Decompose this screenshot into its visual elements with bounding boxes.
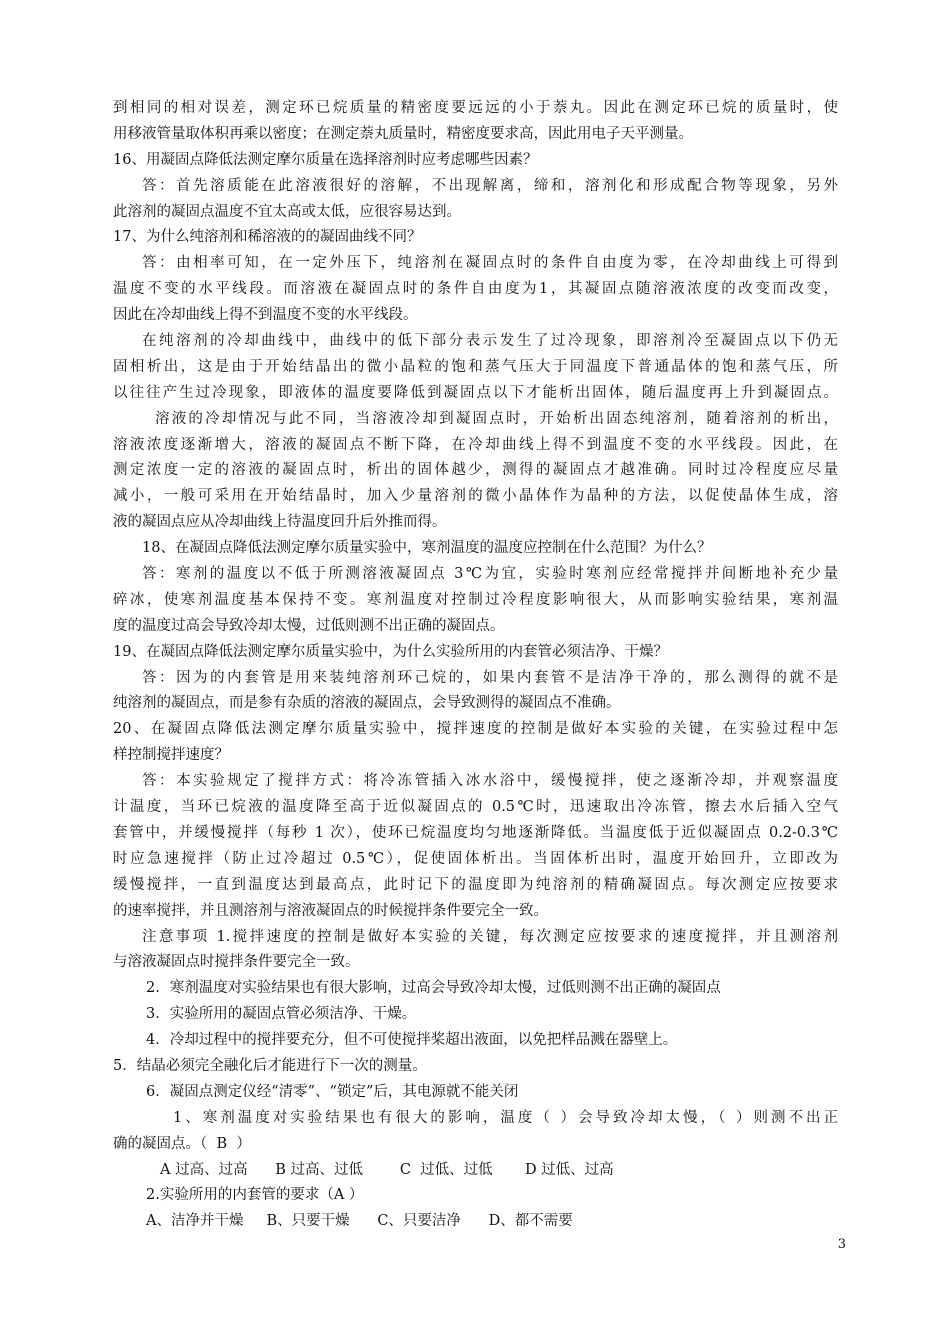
answer-line: 答：寒剂的温度以不低于所测溶液凝固点 3℃为宜，实验时寒剂应经常搅拌并间断地补充少量 [142, 566, 838, 583]
text-line: 减小，一般可采用在开始结晶时，加入少量溶剂的微小晶体作为晶种的方法，以促使晶体生成，溶 [113, 488, 838, 505]
page-number: 3 [837, 1237, 846, 1252]
text-line: 纯溶剂的凝固点，而是参有杂质的溶液的凝固点，会导致测得的凝固点不准确。 [113, 695, 621, 712]
quiz-question: 2.实验所用的内套管的要求（A ） [146, 1187, 364, 1204]
quiz-question: 1、寒剂温度对实验结果也有很大的影响，温度（ ）会导致冷却太慢，（ ）则测不出正 [173, 1109, 838, 1126]
question-heading: 18、在凝固点降低法测定摩尔质量实验中，寒剂温度的温度应控制在什么范围？为什么？ [142, 540, 712, 557]
text-line: 计温度，当环已烷液的温度降至高于近似凝固点的 0.5℃时，迅速取出冷冻管，擦去水后插入空气 [113, 799, 838, 816]
answer-line: 答：本实验规定了搅拌方式：将冷冻管插入冰水浴中，缓慢搅拌，使之逐渐冷却，并观察温度 [142, 773, 838, 790]
answer-line: 答：因为的内套管是用来装纯溶剂环己烷的，如果内套管不是洁净干净的，那么测得的就不是 [142, 669, 838, 686]
text-line: 用移液管量取体积再乘以密度；在测定萘丸质量时，精密度要求高，因此用电子天平测量。 [113, 125, 693, 142]
answer-line: 答：首先溶质能在此溶液很好的溶解，不出现解离，缔和，溶剂化和形成配合物等现象，另外 [142, 177, 838, 194]
text-line: 固相析出，这是由于开始结晶出的微小晶粒的饱和蒸气压大于同温度下普通晶体的饱和蒸气压，所 [113, 358, 838, 375]
text-line: 溶液浓度逐渐增大，溶液的凝固点不断下降，在冷却曲线上得不到温度不变的水平线段。因此，在 [113, 436, 838, 453]
text-line: 套管中，并缓慢搅拌（每秒 1 次），使环已烷温度均匀地逐渐降低。当温度低于近似凝固点 0.2-0.3℃ [113, 824, 838, 841]
question-heading: 16、用凝固点降低法测定摩尔质量在选择溶剂时应考虑哪些因素？ [113, 151, 538, 168]
answer-line: 答：由相率可知，在一定外压下，纯溶剂在凝固点时的条件自由度为零，在冷却曲线上可得到 [142, 255, 838, 272]
text-line: 与溶液凝固点时搅拌条件要完全一致。 [113, 954, 360, 971]
text-line: 温度不变的水平线段。而溶液在凝固点时的条件自由度为1，其凝固点随溶液浓度的改变而改变， [113, 281, 838, 298]
text-line: 缓慢搅拌，一直到温度达到最高点，此时记下的温度即为纯溶剂的精确凝固点。每次测定应按要求 [113, 876, 838, 893]
notes-item: 3．实验所用的凝固点管必须洁净、干燥。 [146, 1006, 417, 1023]
notes-item: 6．凝固点测定仪经“清零”、“锁定”后，其电源就不能关闭 [146, 1083, 519, 1100]
quiz-answer: 确的凝固点。（ B ） [113, 1135, 251, 1152]
notes-line: 注意事项 1.搅拌速度的控制是做好本实验的关键，每次测定应按要求的速度搅拌，并且测溶剂 [142, 928, 838, 945]
text-line: 此溶剂的凝固点温度不宜太高或太低，应很容易达到。 [113, 203, 461, 220]
document-body [113, 96, 838, 1235]
text-line: 因此在冷却曲线上得不到温度不变的水平线段。 [113, 307, 418, 324]
quiz-options: A 过高、过高 B 过高、过低 C 过低、过低 D 过低、过高 [160, 1161, 614, 1178]
text-line: 到相同的相对误差，测定环已烷质量的精密度要远远的小于萘丸。因此在测定环已烷的质量时，使 [113, 100, 838, 116]
text-line: 以往往产生过冷现象，即液体的温度要降低到凝固点以下才能析出固体，随后温度再上升到凝固点。 [113, 384, 838, 401]
text-line: 溶液的冷却情况与此不同，当溶液冷却到凝固点时，开始析出固态纯溶剂，随着溶剂的析出， [155, 410, 838, 427]
question-heading: 19、在凝固点降低法测定摩尔质量实验中，为什么实验所用的内套管必须洁净、干燥？ [113, 643, 668, 660]
quiz-options: A、洁净并干燥 B、只要干燥 C、只要洁净 D、都不需要 [146, 1213, 573, 1230]
text-line: 在纯溶剂的冷却曲线中，曲线中的低下部分表示发生了过冷现象，即溶剂冷至凝固点以下仍无 [142, 333, 838, 350]
text-line: 度的温度过高会导致冷却太慢，过低则测不出正确的凝固点。 [113, 617, 505, 634]
text-line: 测定浓度一定的溶液的凝固点时，析出的固体越少，测得的凝固点才越准确。同时过冷程度应尽量 [113, 462, 838, 479]
text-line: 液的凝固点应从冷却曲线上待温度回升后外推而得。 [113, 514, 447, 531]
notes-item: 5．结晶必须完全融化后才能进行下一次的测量。 [113, 1057, 427, 1074]
text-line: 时应急速搅拌（防止过冷超过 0.5℃），促使固体析出。当固体析出时，温度开始回升，立即改为 [113, 850, 838, 867]
notes-item: 2．寒剂温度对实验结果也有很大影响，过高会导致冷却太慢，过低则测不出正确的凝固点 [146, 980, 721, 997]
question-heading: 17、为什么纯溶剂和稀溶液的的凝固曲线不同？ [113, 229, 422, 246]
notes-item: 4．冷却过程中的搅拌要充分，但不可使搅拌桨超出液面，以免把样品溅在器壁上。 [146, 1032, 678, 1049]
question-heading: 20、在凝固点降低法测定摩尔质量实验中，搅拌速度的控制是做好本实验的关键，在实验过程中怎 [113, 721, 838, 738]
text-line: 样控制搅拌速度？ [113, 747, 229, 764]
text-line: 的速率搅拌，并且测溶剂与溶液凝固点的时候搅拌条件要完全一致。 [113, 902, 548, 919]
text-line: 碎冰，使寒剂温度基本保持不变。寒剂温度对控制过冷程度影响很大，从而影响实验结果，寒剂温 [113, 591, 838, 608]
